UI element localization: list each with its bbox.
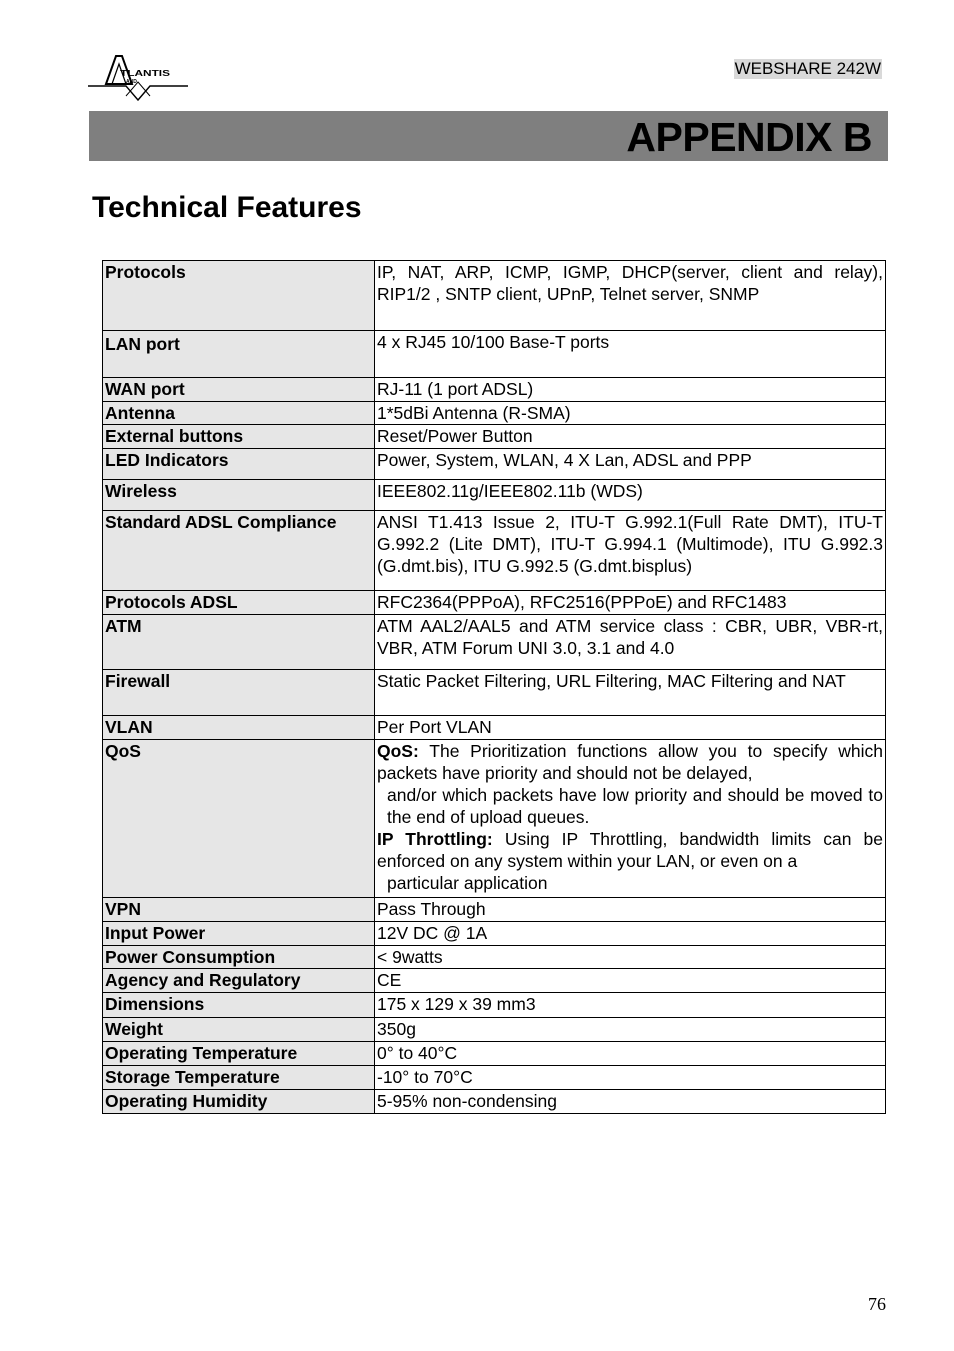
feature-value: 1*5dBi Antenna (R-SMA) xyxy=(375,402,886,425)
table-row xyxy=(103,740,886,898)
section-title: Technical Features xyxy=(92,191,362,224)
table-row xyxy=(103,331,886,378)
feature-value: RFC2364(PPPoA), RFC2516(PPPoE) and RFC1483 xyxy=(375,591,886,615)
feature-label: Protocols xyxy=(103,261,375,331)
table-row xyxy=(103,402,886,425)
atlantis-land-logo xyxy=(86,52,190,102)
feature-label: Weight xyxy=(103,1018,375,1042)
feature-value: ANSI T1.413 Issue 2, ITU-T G.992.1(Full Rate DMT), ITU-T G.992.2 (Lite DMT), ITU-T G.994.1 (Multimode), ITU G.992.3 (G.dmt.bis), ITU G.992.5 (G.dmt.bisplus) xyxy=(375,511,886,591)
feature-label: VPN xyxy=(103,898,375,922)
table-row xyxy=(103,480,886,511)
table-row xyxy=(103,591,886,615)
feature-label: External buttons xyxy=(103,425,375,449)
feature-value: RJ-11 (1 port ADSL) xyxy=(375,378,886,402)
feature-label: Input Power xyxy=(103,922,375,946)
feature-label: Wireless xyxy=(103,480,375,511)
page-number: 76 xyxy=(868,1294,886,1314)
table-row xyxy=(103,993,886,1018)
qos-term: QoS: xyxy=(377,741,419,761)
feature-value xyxy=(375,740,886,898)
feature-value: Pass Through xyxy=(375,898,886,922)
appendix-title: APPENDIX B xyxy=(626,114,872,160)
feature-value: ATM AAL2/AAL5 and ATM service class : CBR, UBR, VBR-rt, VBR, ATM Forum UNI 3.0, 3.1 and 4.0 xyxy=(375,615,886,670)
table-row xyxy=(103,946,886,969)
feature-label: Antenna xyxy=(103,402,375,425)
table-row xyxy=(103,615,886,670)
feature-label: Storage Temperature xyxy=(103,1066,375,1090)
feature-label-text: LAN port xyxy=(105,334,180,354)
throttle-paragraph xyxy=(377,828,883,872)
feature-label: Dimensions xyxy=(103,993,375,1018)
feature-label: WAN port xyxy=(103,378,375,402)
appendix-banner xyxy=(89,111,888,161)
qos-text-continued: and/or which packets have low priority and should be moved to the end of upload queues. xyxy=(387,785,883,827)
throttle-text: Using IP Throttling, bandwidth limits can be enforced on any system within your LAN, or even on a xyxy=(377,829,883,871)
feature-value: 350g xyxy=(375,1018,886,1042)
feature-label: Agency and Regulatory xyxy=(103,969,375,993)
feature-value: IP, NAT, ARP, ICMP, IGMP, DHCP(server, client and relay), RIP1/2 , SNTP client, UPnP, Telnet server, SNMP xyxy=(375,261,886,331)
throttle-term: IP Throttling: xyxy=(377,829,493,849)
table-row xyxy=(103,378,886,402)
feature-label: QoS xyxy=(103,740,375,898)
feature-label: Operating Humidity xyxy=(103,1090,375,1114)
feature-label: ATM xyxy=(103,615,375,670)
feature-value: 175 x 129 x 39 mm3 xyxy=(375,993,886,1018)
svg-text:AND: AND xyxy=(126,79,137,85)
feature-value: 0° to 40°C xyxy=(375,1042,886,1066)
qos-paragraph xyxy=(377,740,883,784)
feature-label: LED Indicators xyxy=(103,449,375,480)
table-row xyxy=(103,898,886,922)
table-row xyxy=(103,449,886,480)
table-row xyxy=(103,1090,886,1114)
feature-label: VLAN xyxy=(103,716,375,740)
feature-value: Power, System, WLAN, 4 X Lan, ADSL and PPP xyxy=(375,449,886,480)
table-row xyxy=(103,922,886,946)
feature-label: Standard ADSL Compliance xyxy=(103,511,375,591)
product-name: WEBSHARE 242W xyxy=(734,59,881,78)
table-row xyxy=(103,716,886,740)
table-row xyxy=(103,425,886,449)
table-row xyxy=(103,511,886,591)
feature-value: Static Packet Filtering, URL Filtering, MAC Filtering and NAT xyxy=(375,670,886,716)
table-row xyxy=(103,261,886,331)
technical-features-table xyxy=(102,260,886,1114)
feature-label: Power Consumption xyxy=(103,946,375,969)
feature-value: < 9watts xyxy=(375,946,886,969)
feature-value: Per Port VLAN xyxy=(375,716,886,740)
feature-label xyxy=(103,331,375,378)
svg-text:TLANTIS: TLANTIS xyxy=(120,69,171,78)
table-row xyxy=(103,670,886,716)
feature-value: -10° to 70°C xyxy=(375,1066,886,1090)
feature-label: Firewall xyxy=(103,670,375,716)
feature-label: Protocols ADSL xyxy=(103,591,375,615)
feature-value: Reset/Power Button xyxy=(375,425,886,449)
feature-value: 12V DC @ 1A xyxy=(375,922,886,946)
table-row xyxy=(103,1066,886,1090)
feature-value: 4 x RJ45 10/100 Base-T ports xyxy=(375,331,886,378)
feature-value: 5-95% non-condensing xyxy=(375,1090,886,1114)
throttle-text-continued: particular application xyxy=(387,873,548,893)
table-row xyxy=(103,969,886,993)
feature-value: CE xyxy=(375,969,886,993)
feature-value: IEEE802.11g/IEEE802.11b (WDS) xyxy=(375,480,886,511)
qos-text: The Prioritization functions allow you to specify which packets have priority and should not be delayed, xyxy=(377,741,883,783)
feature-label: Operating Temperature xyxy=(103,1042,375,1066)
table-row xyxy=(103,1042,886,1066)
table-row xyxy=(103,1018,886,1042)
